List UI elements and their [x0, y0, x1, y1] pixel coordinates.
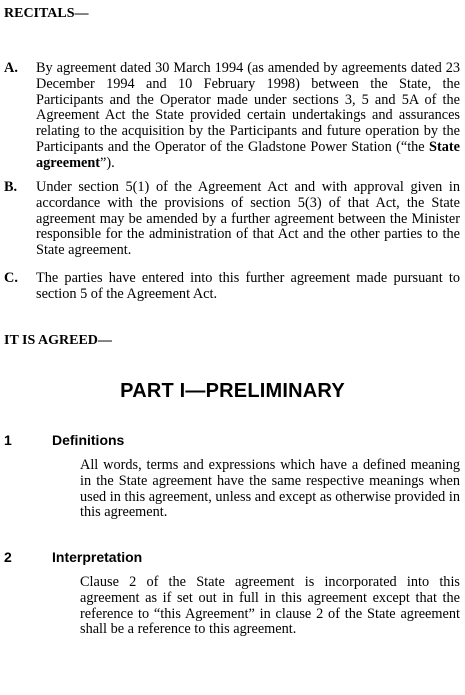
recital-letter: C.: [4, 270, 18, 286]
recitals-heading: RECITALS—: [4, 6, 89, 21]
clause-text: Clause 2 of the State agreement is incorporated into this agreement as if set out in full in this agreement except that the reference to “this Agreement” in clause 2 of the State agreement shall be a reference to this agreement.: [80, 574, 460, 638]
recital-text: The parties have entered into this further agreement made pursuant to section 5 of the Agreement Act.: [36, 270, 460, 302]
clause-number: 2: [4, 549, 12, 565]
it-is-agreed-heading: IT IS AGREED—: [4, 333, 112, 348]
recital-text-part: ”).: [100, 154, 115, 171]
recital-a: [4, 61, 460, 172]
clause-title: Definitions: [52, 432, 125, 448]
clause-number: 1: [4, 432, 12, 448]
defined-term: State agreement: [36, 138, 460, 171]
recital-text-part: By agreement dated 30 March 1994 (as amended by agreements dated 23 December 1994 and 10 February 1998) between the State, the Participants and the Operator made under sections 3, 5 and 5A of the Agreement Act the State provided certain undertakings and assurances relating to the acquisition by the Participants and future operation by the Participants and the Operator of the Gladstone Power Station (“the: [36, 60, 460, 155]
recital-letter: A.: [4, 60, 18, 76]
recital-c: [4, 271, 460, 303]
recital-b: [4, 180, 460, 259]
recital-letter: B.: [4, 179, 18, 195]
clause-title: Interpretation: [52, 549, 143, 565]
part-title: PART I—PRELIMINARY: [120, 380, 345, 402]
clause-text: All words, terms and expressions which have a defined meaning in the State agreement have the same respective meanings when used in this agreement, unless and except as otherwise provided in this agreement.: [80, 457, 460, 521]
recital-text: [36, 61, 460, 172]
recital-text: Under section 5(1) of the Agreement Act and with approval given in accordance with the provisions of section 5(3) of that Act, the State agreement may be amended by a further agreement between the Minister responsible for the administration of that Act and the other parties to the State agreement.: [36, 179, 460, 259]
